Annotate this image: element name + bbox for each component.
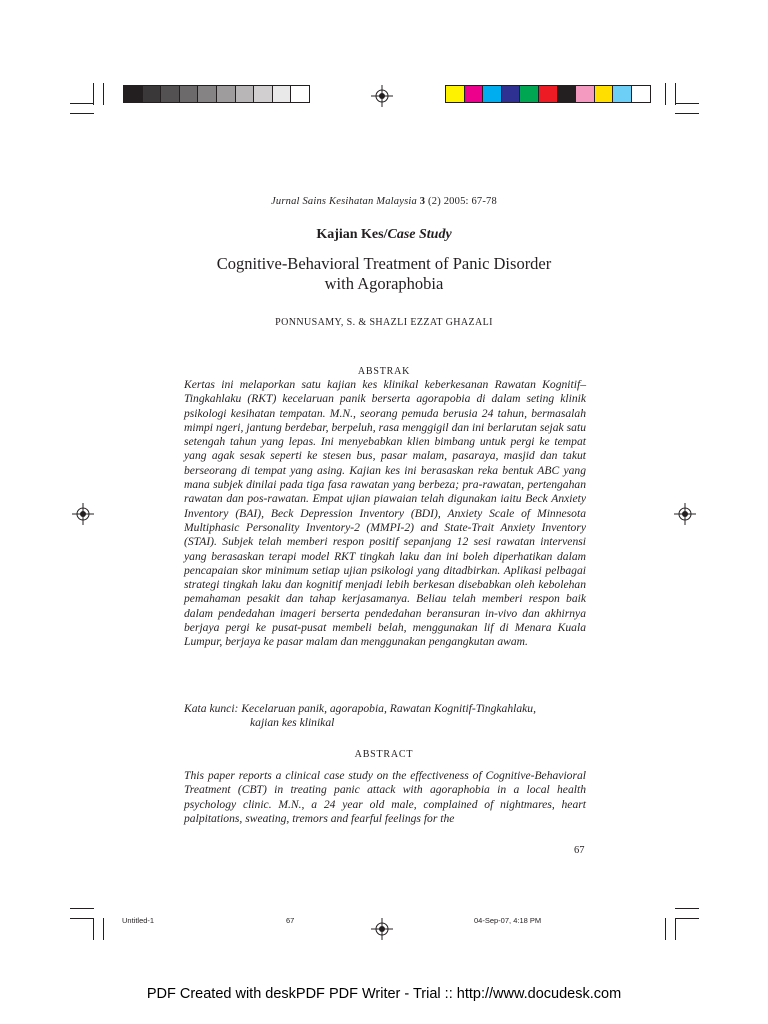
calibration-swatch — [613, 86, 632, 102]
article-type — [0, 227, 768, 243]
registration-mark-icon — [371, 918, 393, 940]
keywords — [184, 702, 586, 731]
journal-name: Jurnal Sains Kesihatan Malaysia — [271, 196, 417, 207]
crop-mark-br-v2 — [675, 918, 676, 940]
crop-mark-tl-h — [70, 103, 94, 104]
calibration-swatch — [124, 86, 143, 102]
registration-mark-icon — [371, 85, 393, 107]
abstrak-text: Kertas ini melaporkan satu kajian kes klinikal keberkesanan Rawatan Kognitif–Tingkahlaku (RKT) kecelaruan panik berserta agorapobia di dalam seting klinik psikologi kesihatan tempatan. M.N., seorang pemuda berusia 24 tahun, bermasalah mimpi ngeri, jantung berdebar, berpeluh, rasa menggigil dan ini berlarutan sejak satu setengah tahun yang lepas. Ini menyebabkan klien bimbang untuk pergi ke tempat yang agak sesak seperti ke stesen bus, pasar malam, pasaraya, masjid dan takut berseorang di tempat yang asing. Kajian kes ini berasaskan reka bentuk ABC yang mana subjek dinilai pada tiga fasa rawatan yang berbeza; pra-rawatan, pertengahan rawatan dan pos-rawatan. Empat ujian piawaian telah digunakan iaitu Beck Anxiety Inventory (BAI), Beck Depression Inventory (BDI), Anxiety Scale of Minnesota Multiphasic Personality Inventory-2 (MMPI-2) and State-Trait Anxiety Inventory (STAI). Subjek telah memberi respon positif sepanjang 12 sesi rawatan intervensi yang berasaskan terapi model RKT tingkah laku dan ini boleh diperhatikan dalam pencapaian skor minimum setiap ujian psikologi yang ditadbirkan. Aplikasi pelbagai strategi tingkah laku dan kognitif menjadi lebih berkesan disebabkan oleh kebolehan pemahaman pesakit dan tahap kerjasamanya. Beliau telah memberi respon baik dalam pendedahan imageri berserta pendedahan beransuran in-vivo dan akhirnya berjaya pergi ke pusat-pusat membeli belah, menggunakan lif di Menara Kuala Lumpur, berjaya ke pasar malam dan menggunakan pengangkutan awam. — [184, 378, 586, 649]
crop-mark-tr-h2 — [675, 113, 699, 114]
article-title-line1: Cognitive-Behavioral Treatment of Panic Disorder — [216, 254, 552, 273]
calibration-swatch — [520, 86, 539, 102]
keywords-label: Kata kunci: — [184, 702, 239, 715]
abstract-body — [184, 769, 586, 826]
slug-page: 67 — [286, 916, 295, 925]
crop-mark-tr-h — [675, 103, 699, 104]
registration-mark-icon — [72, 503, 94, 525]
article-title-line2: with Agoraphobia — [324, 274, 444, 293]
calibration-swatch — [236, 86, 255, 102]
page-number: 67 — [574, 845, 585, 856]
crop-mark-tr-v2 — [675, 83, 676, 105]
crop-mark-bl-h — [70, 908, 94, 909]
abstract-heading: ABSTRACT — [354, 749, 414, 760]
calibration-swatch — [254, 86, 273, 102]
gray-calibration-bars — [123, 85, 310, 103]
slug-timestamp: 04-Sep-07, 4:18 PM — [474, 916, 542, 925]
slug-file: Untitled-1 — [122, 916, 155, 925]
crop-mark-bl-h2 — [70, 918, 94, 919]
calibration-swatch — [576, 86, 595, 102]
crop-mark-bl-v — [93, 918, 94, 940]
abstrak-body — [184, 378, 586, 650]
journal-volume: 3 — [419, 196, 426, 207]
calibration-swatch — [161, 86, 180, 102]
calibration-swatch — [502, 86, 521, 102]
calibration-swatch — [217, 86, 236, 102]
calibration-swatch — [273, 86, 292, 102]
abstrak-heading: ABSTRAK — [357, 366, 411, 377]
article-title — [0, 254, 768, 294]
calibration-swatch — [465, 86, 484, 102]
calibration-swatch — [558, 86, 577, 102]
calibration-swatch — [446, 86, 465, 102]
journal-citation — [0, 196, 768, 207]
calibration-swatch — [595, 86, 614, 102]
registration-mark-icon — [674, 503, 696, 525]
journal-issue-pages: (2) 2005: 67-78 — [428, 196, 497, 207]
crop-mark-tl-h2 — [70, 113, 94, 114]
article-type-malay: Kajian Kes/ — [316, 227, 388, 242]
abstract-text: This paper reports a clinical case study on the effectiveness of Cognitive-Behavioral Treatment (CBT) in treating panic attack with agoraphobia in a local health psychology clinic. M.N., a 24 year old male, complained of nightmares, heart palpitations, sweating, tremors and fearful feelings for the — [184, 769, 586, 825]
calibration-swatch — [180, 86, 199, 102]
calibration-swatch — [632, 86, 650, 102]
crop-mark-bl-v2 — [103, 918, 104, 940]
article-type-english: Case Study — [387, 227, 452, 242]
article-authors: PONNUSAMY, S. & SHAZLI EZZAT GHAZALI — [275, 317, 493, 328]
crop-mark-br-h2 — [675, 918, 699, 919]
crop-mark-br-v — [665, 918, 666, 940]
calibration-swatch — [291, 86, 309, 102]
keywords-line2: kajian kes klinikal — [250, 716, 335, 730]
calibration-swatch — [483, 86, 502, 102]
crop-mark-tl-v — [103, 83, 104, 105]
calibration-swatch — [143, 86, 162, 102]
pdf-footer-banner: PDF Created with deskPDF PDF Writer - Trial :: http://www.docudesk.com — [146, 986, 622, 1002]
keywords-line1: Kecelaruan panik, agorapobia, Rawatan Kognitif-Tingkahlaku, — [241, 702, 536, 715]
calibration-swatch — [198, 86, 217, 102]
crop-mark-tl-v2 — [93, 83, 94, 105]
calibration-swatch — [539, 86, 558, 102]
color-calibration-bars — [445, 85, 651, 103]
crop-mark-tr-v — [665, 83, 666, 105]
crop-mark-br-h — [675, 908, 699, 909]
